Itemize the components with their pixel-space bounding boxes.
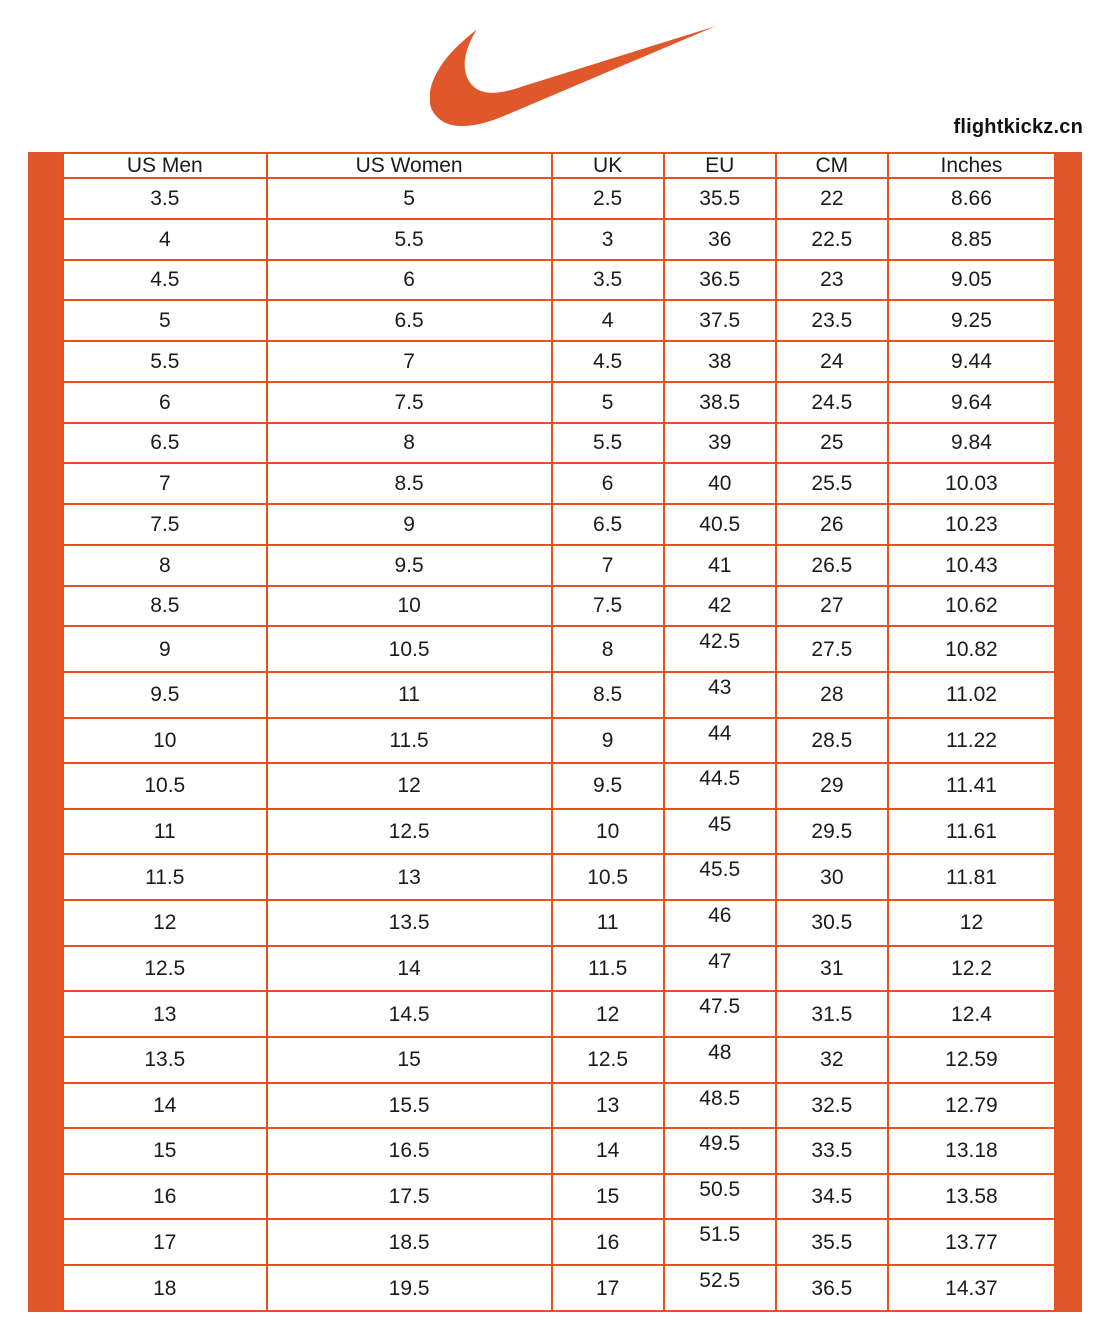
table-row (63, 382, 1055, 423)
cell-eu: 43 (664, 672, 776, 718)
cell-us-men: 9 (63, 626, 267, 672)
cell-cm: 35.5 (776, 1219, 888, 1265)
cell-inches: 11.22 (888, 718, 1055, 764)
cell-cm: 30 (776, 854, 888, 900)
cell-cm: 29.5 (776, 809, 888, 855)
cell-eu: 41 (664, 545, 776, 586)
cell-us-women: 11.5 (267, 718, 552, 764)
cell-uk: 4 (552, 300, 664, 341)
cell-us-men: 9.5 (63, 672, 267, 718)
cell-us-women: 19.5 (267, 1265, 552, 1311)
cell-us-women: 13 (267, 854, 552, 900)
cell-us-men: 7 (63, 463, 267, 504)
cell-uk: 12.5 (552, 1037, 664, 1083)
table-row (63, 423, 1055, 464)
cell-us-men: 12 (63, 900, 267, 946)
cell-inches: 13.58 (888, 1174, 1055, 1220)
cell-inches: 10.03 (888, 463, 1055, 504)
cell-inches: 10.82 (888, 626, 1055, 672)
cell-uk: 11.5 (552, 946, 664, 992)
cell-eu: 38 (664, 341, 776, 382)
cell-us-women: 15 (267, 1037, 552, 1083)
cell-us-men: 10 (63, 718, 267, 764)
column-header-us-men: US Men (63, 153, 267, 178)
cell-us-women: 10 (267, 586, 552, 627)
cell-uk: 9 (552, 718, 664, 764)
cell-us-women: 7.5 (267, 382, 552, 423)
cell-eu: 45.5 (664, 854, 776, 900)
cell-inches: 9.64 (888, 382, 1055, 423)
cell-cm: 26.5 (776, 545, 888, 586)
cell-us-women: 5 (267, 178, 552, 219)
cell-inches: 12.2 (888, 946, 1055, 992)
table-row (63, 260, 1055, 301)
cell-cm: 31.5 (776, 991, 888, 1037)
table-header (63, 153, 1055, 178)
cell-eu: 51.5 (664, 1219, 776, 1265)
cell-us-men: 5.5 (63, 341, 267, 382)
cell-us-men: 17 (63, 1219, 267, 1265)
cell-us-men: 11 (63, 809, 267, 855)
cell-cm: 23.5 (776, 300, 888, 341)
cell-us-men: 16 (63, 1174, 267, 1220)
cell-cm: 32.5 (776, 1083, 888, 1129)
cell-us-women: 14 (267, 946, 552, 992)
cell-eu: 45 (664, 809, 776, 855)
cell-uk: 10.5 (552, 854, 664, 900)
cell-uk: 15 (552, 1174, 664, 1220)
cell-us-women: 12.5 (267, 809, 552, 855)
cell-us-women: 8.5 (267, 463, 552, 504)
cell-uk: 14 (552, 1128, 664, 1174)
cell-eu: 50.5 (664, 1174, 776, 1220)
cell-us-men: 4.5 (63, 260, 267, 301)
cell-us-men: 7.5 (63, 504, 267, 545)
column-header-inches: Inches (888, 153, 1055, 178)
cell-us-women: 6 (267, 260, 552, 301)
cell-inches: 10.43 (888, 545, 1055, 586)
cell-inches: 8.66 (888, 178, 1055, 219)
column-header-us-women: US Women (267, 153, 552, 178)
cell-inches: 13.77 (888, 1219, 1055, 1265)
cell-eu: 44.5 (664, 763, 776, 809)
cell-eu: 36 (664, 219, 776, 260)
cell-uk: 4.5 (552, 341, 664, 382)
cell-inches: 12.4 (888, 991, 1055, 1037)
cell-inches: 8.85 (888, 219, 1055, 260)
cell-us-women: 18.5 (267, 1219, 552, 1265)
table-row (63, 763, 1055, 809)
table-row (63, 219, 1055, 260)
cell-eu: 38.5 (664, 382, 776, 423)
cell-us-men: 18 (63, 1265, 267, 1311)
table-row (63, 854, 1055, 900)
cell-eu: 52.5 (664, 1265, 776, 1311)
cell-uk: 7 (552, 545, 664, 586)
cell-us-men: 6.5 (63, 423, 267, 464)
table-row (63, 545, 1055, 586)
cell-eu: 35.5 (664, 178, 776, 219)
cell-us-men: 10.5 (63, 763, 267, 809)
cell-eu: 42.5 (664, 626, 776, 672)
nike-swoosh-icon (430, 26, 722, 130)
table-body (63, 178, 1055, 1311)
cell-us-women: 16.5 (267, 1128, 552, 1174)
cell-cm: 32 (776, 1037, 888, 1083)
table-row (63, 718, 1055, 764)
cell-cm: 30.5 (776, 900, 888, 946)
cell-us-women: 9.5 (267, 545, 552, 586)
cell-cm: 36.5 (776, 1265, 888, 1311)
table-row (63, 991, 1055, 1037)
cell-uk: 13 (552, 1083, 664, 1129)
cell-us-women: 6.5 (267, 300, 552, 341)
cell-us-women: 8 (267, 423, 552, 464)
table-row (63, 178, 1055, 219)
cell-cm: 27.5 (776, 626, 888, 672)
table-row (63, 1037, 1055, 1083)
cell-us-men: 8.5 (63, 586, 267, 627)
cell-inches: 12.59 (888, 1037, 1055, 1083)
cell-cm: 34.5 (776, 1174, 888, 1220)
cell-cm: 31 (776, 946, 888, 992)
cell-us-men: 14 (63, 1083, 267, 1129)
table-row (63, 809, 1055, 855)
cell-us-men: 13 (63, 991, 267, 1037)
table-row (63, 300, 1055, 341)
cell-uk: 12 (552, 991, 664, 1037)
cell-uk: 2.5 (552, 178, 664, 219)
cell-eu: 36.5 (664, 260, 776, 301)
cell-uk: 5.5 (552, 423, 664, 464)
cell-us-men: 4 (63, 219, 267, 260)
cell-uk: 16 (552, 1219, 664, 1265)
cell-inches: 9.44 (888, 341, 1055, 382)
cell-uk: 7.5 (552, 586, 664, 627)
cell-inches: 11.02 (888, 672, 1055, 718)
cell-uk: 11 (552, 900, 664, 946)
cell-us-men: 15 (63, 1128, 267, 1174)
cell-us-men: 6 (63, 382, 267, 423)
cell-inches: 9.25 (888, 300, 1055, 341)
cell-us-women: 7 (267, 341, 552, 382)
cell-cm: 23 (776, 260, 888, 301)
cell-uk: 17 (552, 1265, 664, 1311)
cell-uk: 5 (552, 382, 664, 423)
table-row (63, 341, 1055, 382)
cell-us-women: 15.5 (267, 1083, 552, 1129)
cell-us-women: 10.5 (267, 626, 552, 672)
table-row (63, 672, 1055, 718)
cell-inches: 9.05 (888, 260, 1055, 301)
cell-inches: 12.79 (888, 1083, 1055, 1129)
cell-us-women: 12 (267, 763, 552, 809)
cell-cm: 29 (776, 763, 888, 809)
cell-uk: 10 (552, 809, 664, 855)
cell-cm: 28.5 (776, 718, 888, 764)
cell-inches: 11.61 (888, 809, 1055, 855)
cell-inches: 11.81 (888, 854, 1055, 900)
cell-inches: 11.41 (888, 763, 1055, 809)
size-conversion-table (62, 152, 1056, 1312)
cell-inches: 14.37 (888, 1265, 1055, 1311)
cell-eu: 44 (664, 718, 776, 764)
cell-inches: 13.18 (888, 1128, 1055, 1174)
right-accent-bar (1056, 152, 1082, 1312)
cell-uk: 8.5 (552, 672, 664, 718)
cell-cm: 24 (776, 341, 888, 382)
left-accent-bar (28, 152, 62, 1312)
column-header-eu: EU (664, 153, 776, 178)
table-row (63, 626, 1055, 672)
cell-uk: 9.5 (552, 763, 664, 809)
cell-eu: 42 (664, 586, 776, 627)
cell-cm: 28 (776, 672, 888, 718)
cell-eu: 39 (664, 423, 776, 464)
cell-eu: 48 (664, 1037, 776, 1083)
cell-cm: 25.5 (776, 463, 888, 504)
table-row (63, 1128, 1055, 1174)
cell-eu: 48.5 (664, 1083, 776, 1129)
table-row (63, 1174, 1055, 1220)
watermark-text: flightkickz.cn (953, 116, 1083, 138)
cell-eu: 49.5 (664, 1128, 776, 1174)
cell-eu: 40 (664, 463, 776, 504)
cell-uk: 3 (552, 219, 664, 260)
table-row (63, 463, 1055, 504)
cell-uk: 6.5 (552, 504, 664, 545)
size-chart-band (28, 152, 1082, 1312)
table-row (63, 1265, 1055, 1311)
cell-eu: 47.5 (664, 991, 776, 1037)
cell-cm: 24.5 (776, 382, 888, 423)
cell-eu: 47 (664, 946, 776, 992)
cell-eu: 37.5 (664, 300, 776, 341)
cell-us-women: 11 (267, 672, 552, 718)
cell-us-men: 8 (63, 545, 267, 586)
cell-us-women: 5.5 (267, 219, 552, 260)
cell-cm: 33.5 (776, 1128, 888, 1174)
table-row (63, 586, 1055, 627)
cell-eu: 40.5 (664, 504, 776, 545)
column-header-cm: CM (776, 153, 888, 178)
table-row (63, 900, 1055, 946)
cell-us-men: 13.5 (63, 1037, 267, 1083)
cell-cm: 26 (776, 504, 888, 545)
cell-us-men: 3.5 (63, 178, 267, 219)
cell-us-women: 9 (267, 504, 552, 545)
cell-inches: 10.23 (888, 504, 1055, 545)
column-header-uk: UK (552, 153, 664, 178)
cell-cm: 27 (776, 586, 888, 627)
cell-uk: 6 (552, 463, 664, 504)
cell-cm: 25 (776, 423, 888, 464)
cell-cm: 22.5 (776, 219, 888, 260)
cell-us-men: 5 (63, 300, 267, 341)
table-row (63, 1219, 1055, 1265)
header-row (63, 153, 1055, 178)
table-row (63, 1083, 1055, 1129)
cell-inches: 9.84 (888, 423, 1055, 464)
cell-inches: 10.62 (888, 586, 1055, 627)
cell-uk: 8 (552, 626, 664, 672)
cell-us-women: 13.5 (267, 900, 552, 946)
cell-us-men: 11.5 (63, 854, 267, 900)
cell-us-women: 17.5 (267, 1174, 552, 1220)
cell-us-men: 12.5 (63, 946, 267, 992)
cell-inches: 12 (888, 900, 1055, 946)
table-row (63, 946, 1055, 992)
cell-us-women: 14.5 (267, 991, 552, 1037)
cell-eu: 46 (664, 900, 776, 946)
cell-cm: 22 (776, 178, 888, 219)
table-row (63, 504, 1055, 545)
cell-uk: 3.5 (552, 260, 664, 301)
